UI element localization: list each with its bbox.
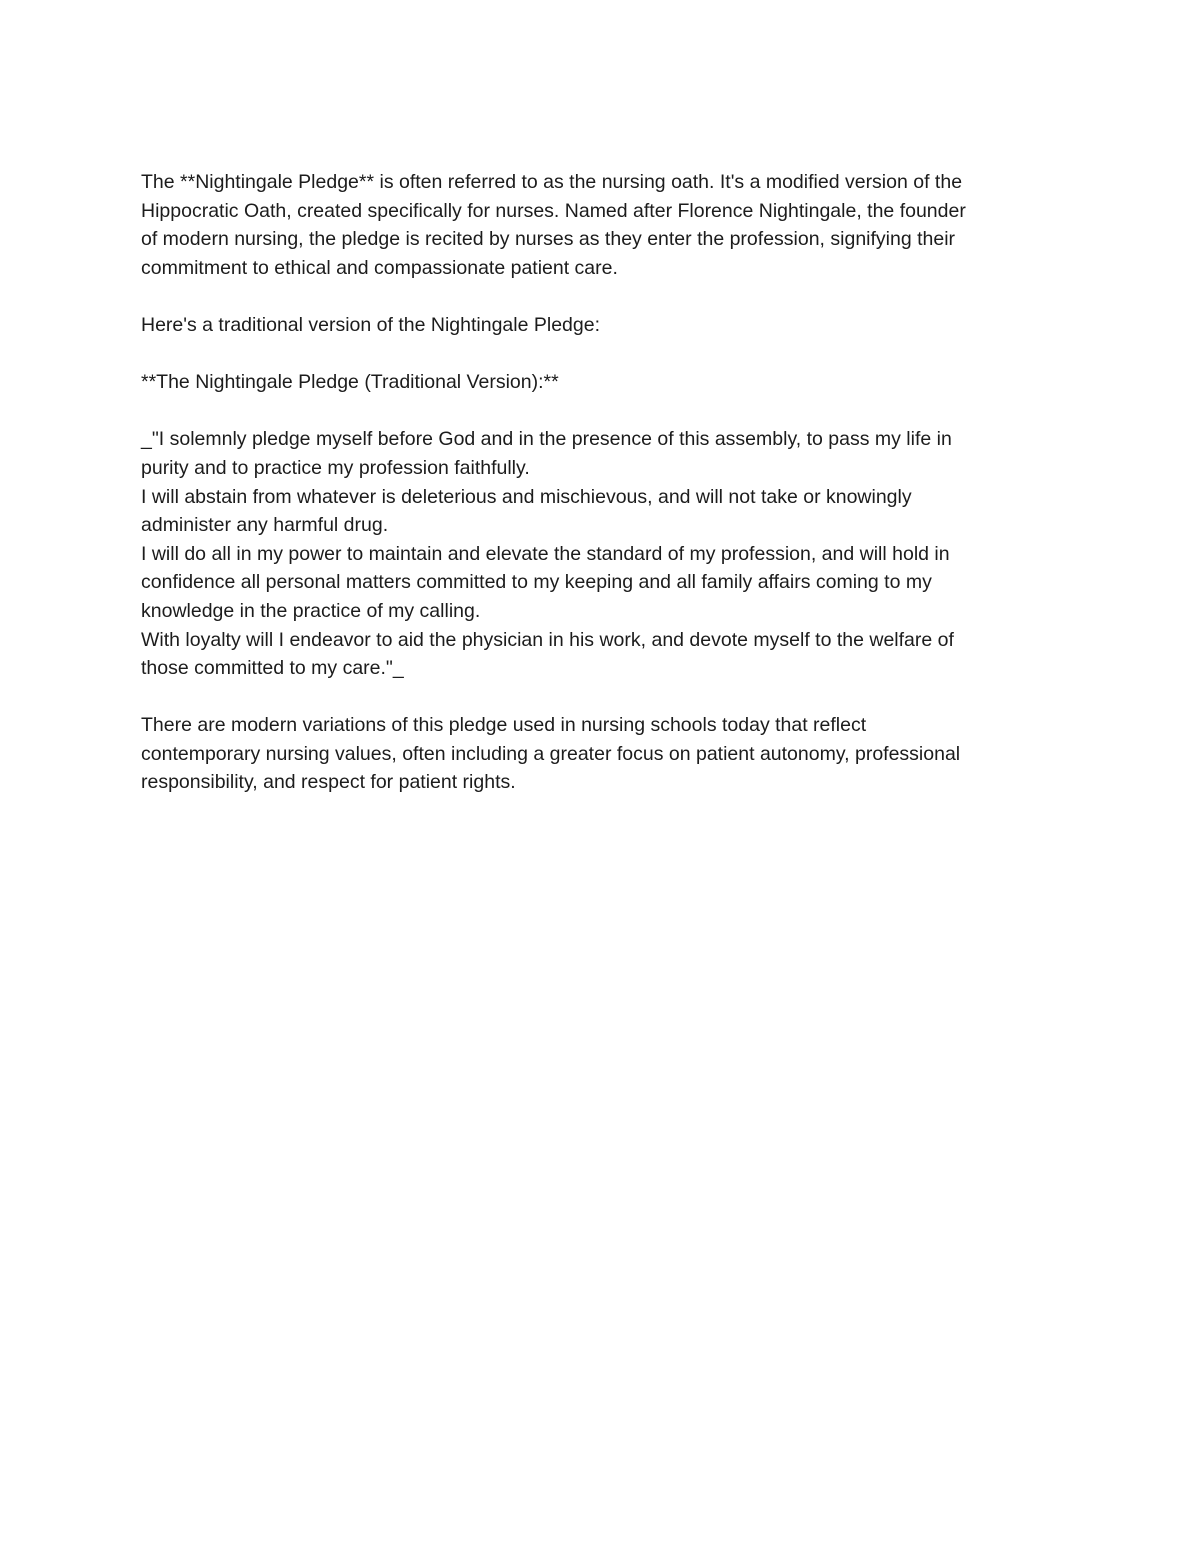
text-line: I will abstain from whatever is deleterious and mischievous, and will not take or knowingly [141,485,912,508]
text-line: There are modern variations of this pledge used in nursing schools today that reflect [141,714,867,737]
text-line: contemporary nursing values, often including a greater focus on patient autonomy, professional [141,742,961,765]
text-line: knowledge in the practice of my calling. [141,599,481,622]
lead-in-paragraph [141,311,1061,340]
text-line: those committed to my care."_ [141,657,404,680]
closing-paragraph [141,711,1061,797]
text-line: Hippocratic Oath, created specifically for nurses. Named after Florence Nightingale, the founder [141,199,966,222]
pledge-heading [141,368,1061,397]
text-line: **The Nightingale Pledge (Traditional Version):** [141,371,559,394]
text-line: responsibility, and respect for patient rights. [141,771,516,794]
text-line: commitment to ethical and compassionate patient care. [141,256,618,279]
pledge-text [141,425,1061,682]
text-line: _"I solemnly pledge myself before God and in the presence of this assembly, to pass my life in [141,428,952,451]
intro-paragraph [141,168,1061,282]
text-line: confidence all personal matters committed to my keeping and all family affairs coming to my [141,571,932,594]
text-line: of modern nursing, the pledge is recited by nurses as they enter the profession, signifying their [141,228,956,251]
document-body [141,168,1061,826]
text-line: With loyalty will I endeavor to aid the physician in his work, and devote myself to the welfare of [141,628,954,651]
text-line: purity and to practice my profession faithfully. [141,456,530,479]
text-line: Here's a traditional version of the Nightingale Pledge: [141,313,600,336]
text-line: administer any harmful drug. [141,514,389,537]
text-line: I will do all in my power to maintain and elevate the standard of my profession, and will hold in [141,542,950,565]
text-line: The **Nightingale Pledge** is often referred to as the nursing oath. It's a modified version of the [141,171,963,193]
